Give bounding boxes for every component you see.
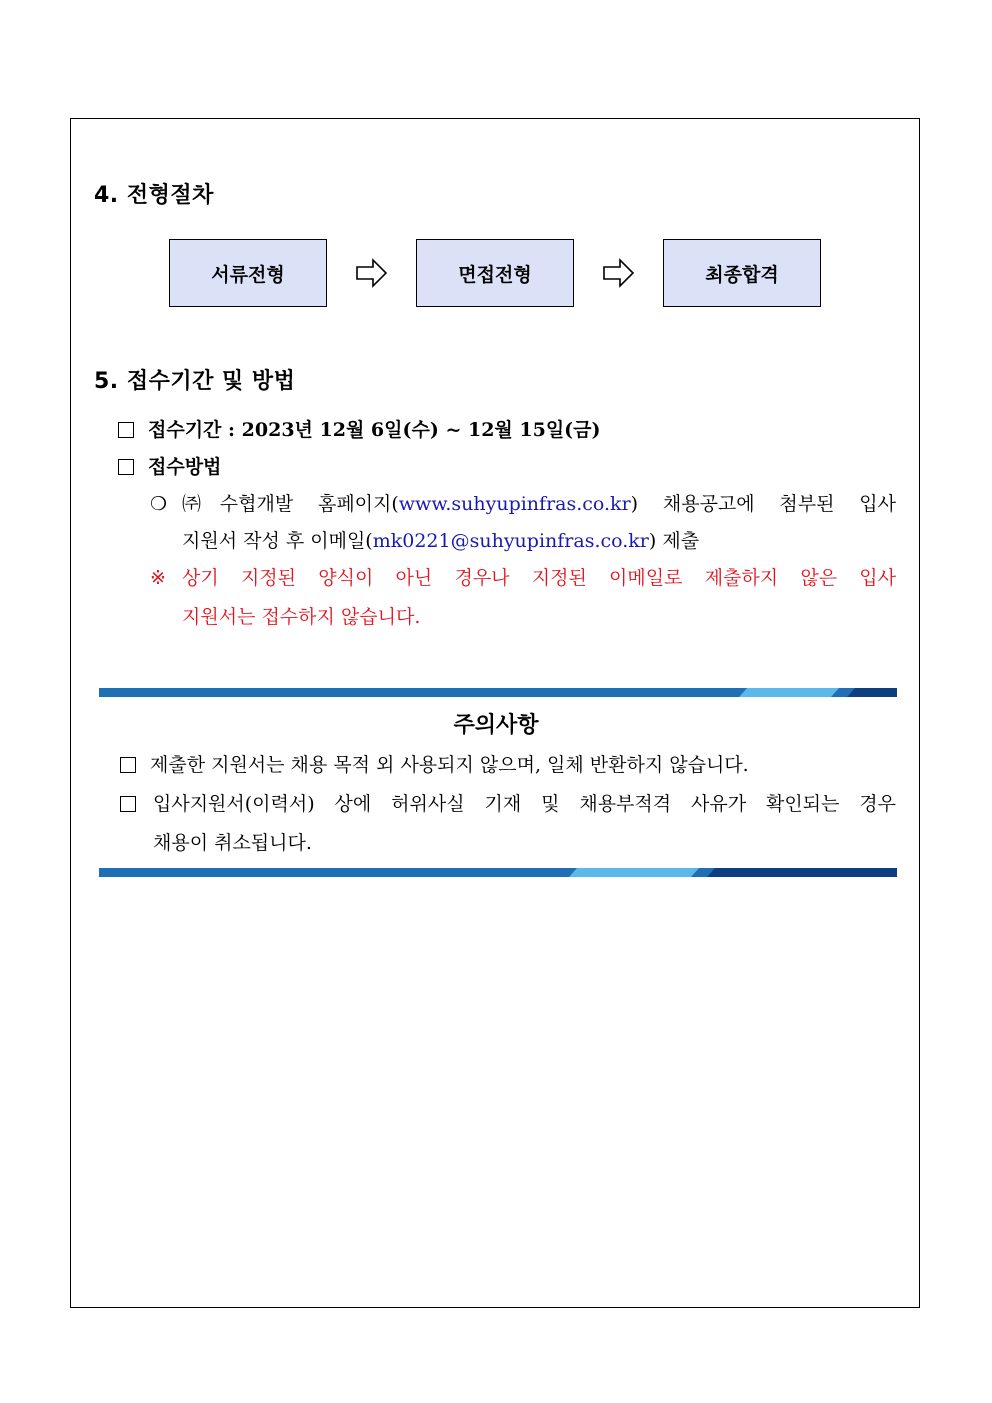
method-line-1 xyxy=(182,492,896,516)
checkbox-icon xyxy=(118,422,134,438)
period-item xyxy=(118,418,601,442)
method-line-2 xyxy=(182,529,699,553)
section5-title: 5. 접수기간 및 방법 xyxy=(94,369,296,394)
notice-item-2-line-1: 입사지원서(이력서) 상에 허위사실 기재 및 채용부적격 사유가 확인되는 경우 xyxy=(153,793,896,815)
section4-title: 4. 전형절차 xyxy=(94,183,214,208)
notice-item-1-text: 제출한 지원서는 채용 목적 외 사용되지 않으며, 일체 반환하지 않습니다. xyxy=(150,754,749,776)
right-arrow-icon xyxy=(603,258,635,288)
warning-mark: ※ xyxy=(150,567,166,589)
email-link[interactable]: mk0221@suhyupinfras.co.kr xyxy=(372,530,649,552)
step-final-pass: 최종합격 xyxy=(663,239,821,307)
method-label: 접수방법 xyxy=(148,456,222,478)
method-bullet: ❍ xyxy=(150,493,168,515)
checkbox-icon xyxy=(120,757,136,773)
notice-item-2-line-2: 채용이 취소됩니다. xyxy=(153,832,312,854)
warning-line-2: 지원서는 접수하지 않습니다. xyxy=(182,606,421,628)
notice-title: 주의사항 xyxy=(453,713,539,738)
checkbox-icon xyxy=(120,796,136,812)
notice-bottom-bar xyxy=(99,868,897,877)
method-line-1-pre: ㈜수협개발 홈페이지( xyxy=(182,493,399,515)
step-interview: 면접전형 xyxy=(416,239,574,307)
method-line-2-pre: 지원서 작성 후 이메일( xyxy=(182,530,373,552)
method-line-2-post: ) 제출 xyxy=(648,530,700,552)
right-arrow-icon xyxy=(356,258,388,288)
notice-top-bar xyxy=(99,688,897,697)
method-item xyxy=(118,455,221,479)
notice-item-2-bullet xyxy=(120,792,150,816)
period-text: 접수기간 : 2023년 12월 6일(수) ~ 12월 15일(금) xyxy=(148,419,601,441)
method-line-1-post: ) 채용공고에 첨부된 입사 xyxy=(630,493,896,515)
checkbox-icon xyxy=(118,459,134,475)
step-document-screening: 서류전형 xyxy=(169,239,327,307)
notice-item-1 xyxy=(120,753,749,777)
homepage-link[interactable]: www.suhyupinfras.co.kr xyxy=(398,493,631,515)
warning-line-1: 상기 지정된 양식이 아닌 경우나 지정된 이메일로 제출하지 않은 입사 xyxy=(182,567,896,589)
